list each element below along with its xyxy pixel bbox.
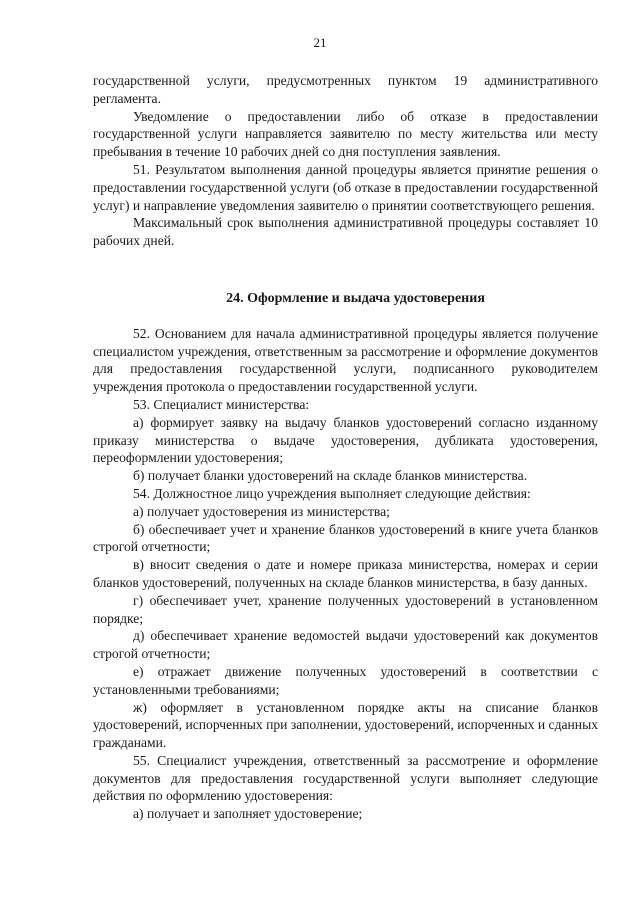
- section-spacer: [93, 250, 598, 290]
- paragraph: б) обеспечивает учет и хранение бланков удостоверений в книге учета бланков строгой отчетности;: [93, 521, 598, 555]
- paragraph: государственной услуги, предусмотренных пунктом 19 административного регламента.: [93, 73, 598, 106]
- paragraph: Максимальный срок выполнения административной процедуры составляет 10 рабочих дней.: [93, 215, 598, 249]
- paragraph: 55. Специалист учреждения, ответственный за рассмотрение и оформление документов для предоставления государственной услуги выполняет следующие действия по оформлению удостоверения:: [93, 752, 598, 804]
- paragraphs-bottom: [93, 325, 598, 823]
- paragraph: д) обеспечивает хранение ведомостей выдачи удостоверений как документов строгой отчетности;: [93, 628, 598, 662]
- paragraph: ж) оформляет в установленном порядке акты на списание бланков удостоверений, испорченных при заполнении, удостоверений, испорченных и сданных гражданами.: [93, 699, 598, 751]
- paragraph: г) обеспечивает учет, хранение полученных удостоверений в установленном порядке;: [93, 592, 598, 626]
- document-body: [93, 72, 598, 823]
- paragraphs-top: [93, 72, 598, 250]
- paragraph: 54. Должностное лицо учреждения выполняет следующие действия:: [133, 485, 531, 501]
- paragraph: 52. Основанием для начала административной процедуры является получение специалистом учреждения, ответственным за рассмотрение и оформление документов для предоставления государственной услуги, подписанного руководителем учреждения протокола о предоставлении государственной услуги.: [93, 325, 598, 395]
- paragraph: в) вносит сведения о дате и номере приказа министерства, номерах и серии бланков удостоверений, полученных на складе бланков министерства, в базу данных.: [93, 557, 598, 590]
- section-heading: 24. Оформление и выдача удостоверения: [226, 290, 485, 306]
- paragraph: е) отражает движение полученных удостоверений в соответствии с установленными требованиями;: [93, 663, 598, 697]
- paragraph: а) получает удостоверения из министерства;: [133, 503, 390, 519]
- page-number: 21: [313, 35, 327, 50]
- paragraph: б) получает бланки удостоверений на складе бланков министерства.: [133, 468, 528, 484]
- paragraph: 53. Специалист министерства:: [133, 396, 310, 412]
- paragraph: 51. Результатом выполнения данной процедуры является принятие решения о предоставлении государственной услуги (об отказе в предоставлении государственной услуг) и направление уведомления заявителю о принятии соответствующего решения.: [93, 161, 598, 213]
- paragraph: а) получает и заполняет удостоверение;: [133, 806, 363, 822]
- paragraph: а) формирует заявку на выдачу бланков удостоверений согласно изданному приказу министерства о выдаче удостоверения, дубликата удостоверения, переоформлении удостоверения;: [93, 414, 598, 466]
- paragraph: Уведомление о предоставлении либо об отказе в предоставлении государственной услуги направляется заявителю по месту жительства или месту пребывания в течение 10 рабочих дней со дня поступления заявления.: [93, 108, 598, 160]
